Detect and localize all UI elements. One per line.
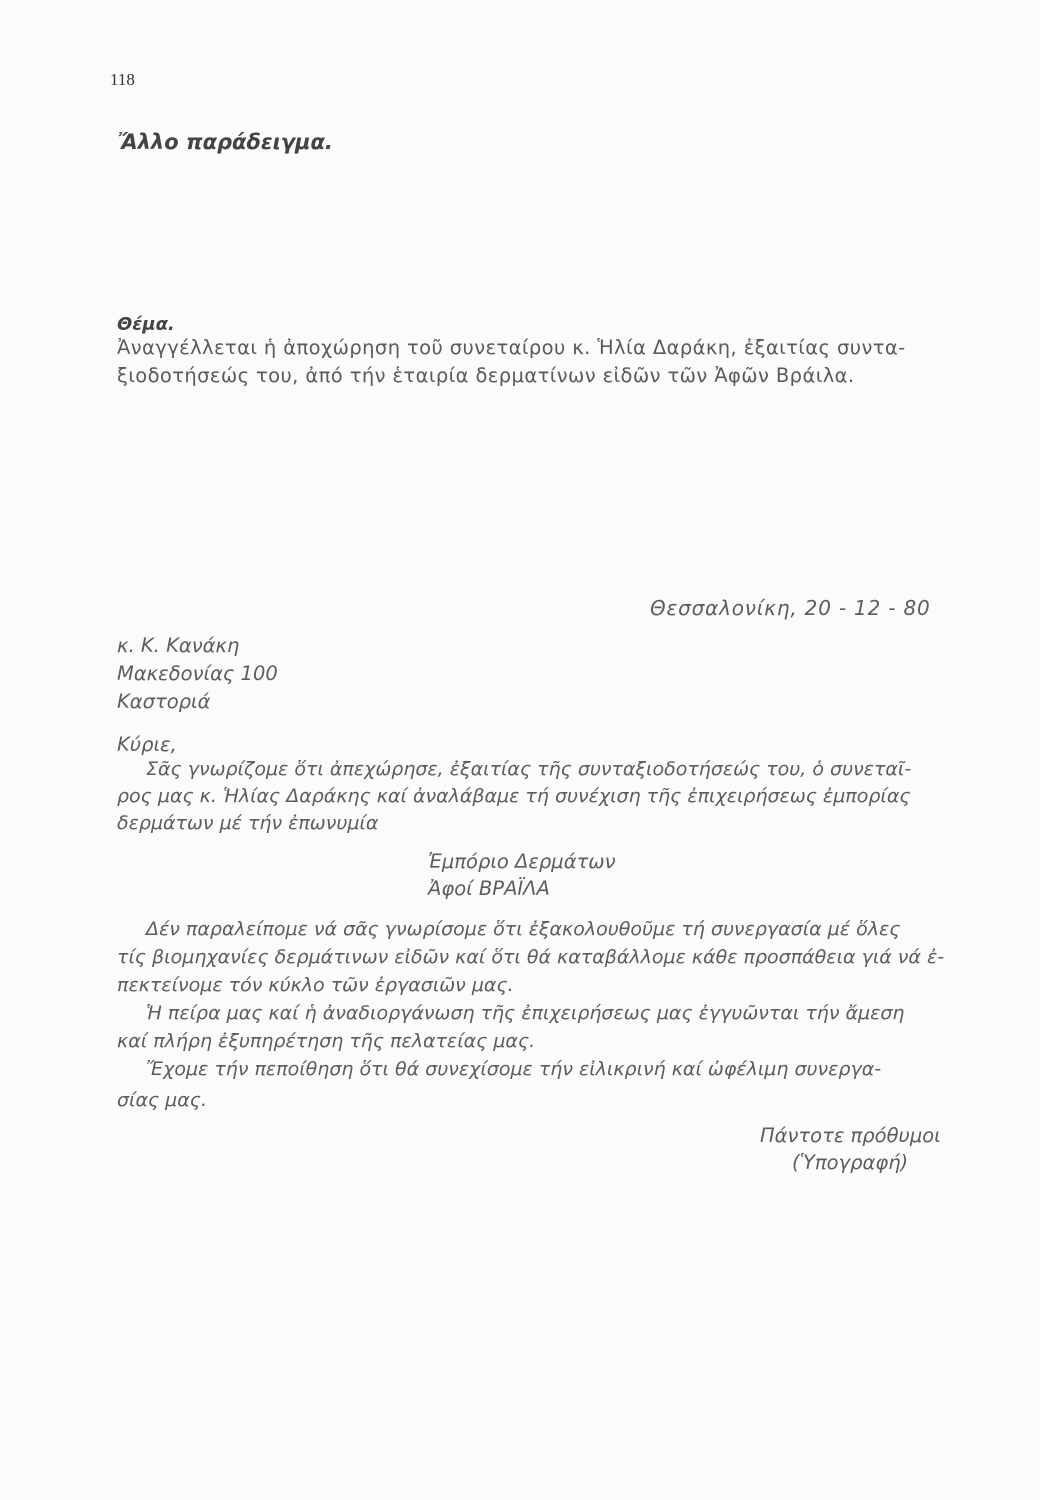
paragraph-line: σίας μας. xyxy=(117,1089,207,1111)
letter-date: Θεσσαλονίκη, 20 - 12 - 80 xyxy=(650,596,931,620)
paragraph-line: πεκτείνομε τόν κύκλο τῶν ἐργασιῶν μας. xyxy=(117,974,514,996)
example-title: Ἄλλο παράδειγμα. xyxy=(118,130,333,154)
paragraph-line: δερμάτων μέ τήν ἐπωνυμία xyxy=(117,812,379,834)
paragraph-line: Ἔχομε τήν πεποίθηση ὅτι θά συνεχίσομε τήν εἰλικρινή καί ὠφέλιμη συνεργα- xyxy=(146,1058,882,1080)
paragraph-line: Σᾶς γνωρίζομε ὅτι ἀπεχώρησε, ἐξαιτίας τῆς συνταξιοδοτήσεώς του, ὁ συνεταῖ- xyxy=(146,758,912,780)
paragraph-line: τίς βιομηχανίες δερμάτινων εἰδῶν καί ὅτι θά καταβάλλομε κάθε προσπάθεια γιά νά ἐ- xyxy=(117,946,945,968)
paragraph-line: καί πλήρη ἐξυπηρέτηση τῆς πελατείας μας. xyxy=(117,1030,536,1052)
signature-placeholder: (Ὑπογραφή) xyxy=(792,1151,909,1174)
subject-line: ξιοδοτήσεώς του, ἀπό τήν ἑταιρία δερματίνων εἰδῶν τῶν Ἀφῶν Βράιλα. xyxy=(117,364,855,387)
subject-heading: Θέμα. xyxy=(117,314,175,335)
paragraph-line: Ἡ πείρα μας καί ἡ ἀναδιοργάνωση τῆς ἐπιχειρήσεως μας ἐγγυῶνται τήν ἄμεση xyxy=(146,1002,905,1024)
page-number: 118 xyxy=(110,70,135,89)
recipient-city: Καστοριά xyxy=(117,690,211,713)
paragraph-line: ρος μας κ. Ἡλίας Δαράκης καί ἀναλάβαμε τή συνέχιση τῆς ἐπιχειρήσεως ἐμπορίας xyxy=(117,785,911,807)
closing: Πάντοτε πρόθυμοι xyxy=(760,1124,941,1147)
recipient-street: Μακεδονίας 100 xyxy=(117,662,278,685)
subject-line: Ἀναγγέλλεται ἡ ἀποχώρηση τοῦ συνεταίρου κ. Ἡλία Δαράκη, ἐξαιτίας συντα- xyxy=(117,336,906,359)
paragraph-line: Δέν παραλείπομε νά σᾶς γνωρίσομε ὅτι ἐξακολουθοῦμε τή συνεργασία μέ ὅλες xyxy=(146,918,901,940)
company-line-2: Ἀφοί ΒΡΑΪΛΑ xyxy=(428,877,550,900)
company-line-1: Ἐμπόριο Δερμάτων xyxy=(428,850,616,873)
salutation: Κύριε, xyxy=(117,733,177,756)
recipient-name: κ. Κ. Κανάκη xyxy=(117,634,240,657)
